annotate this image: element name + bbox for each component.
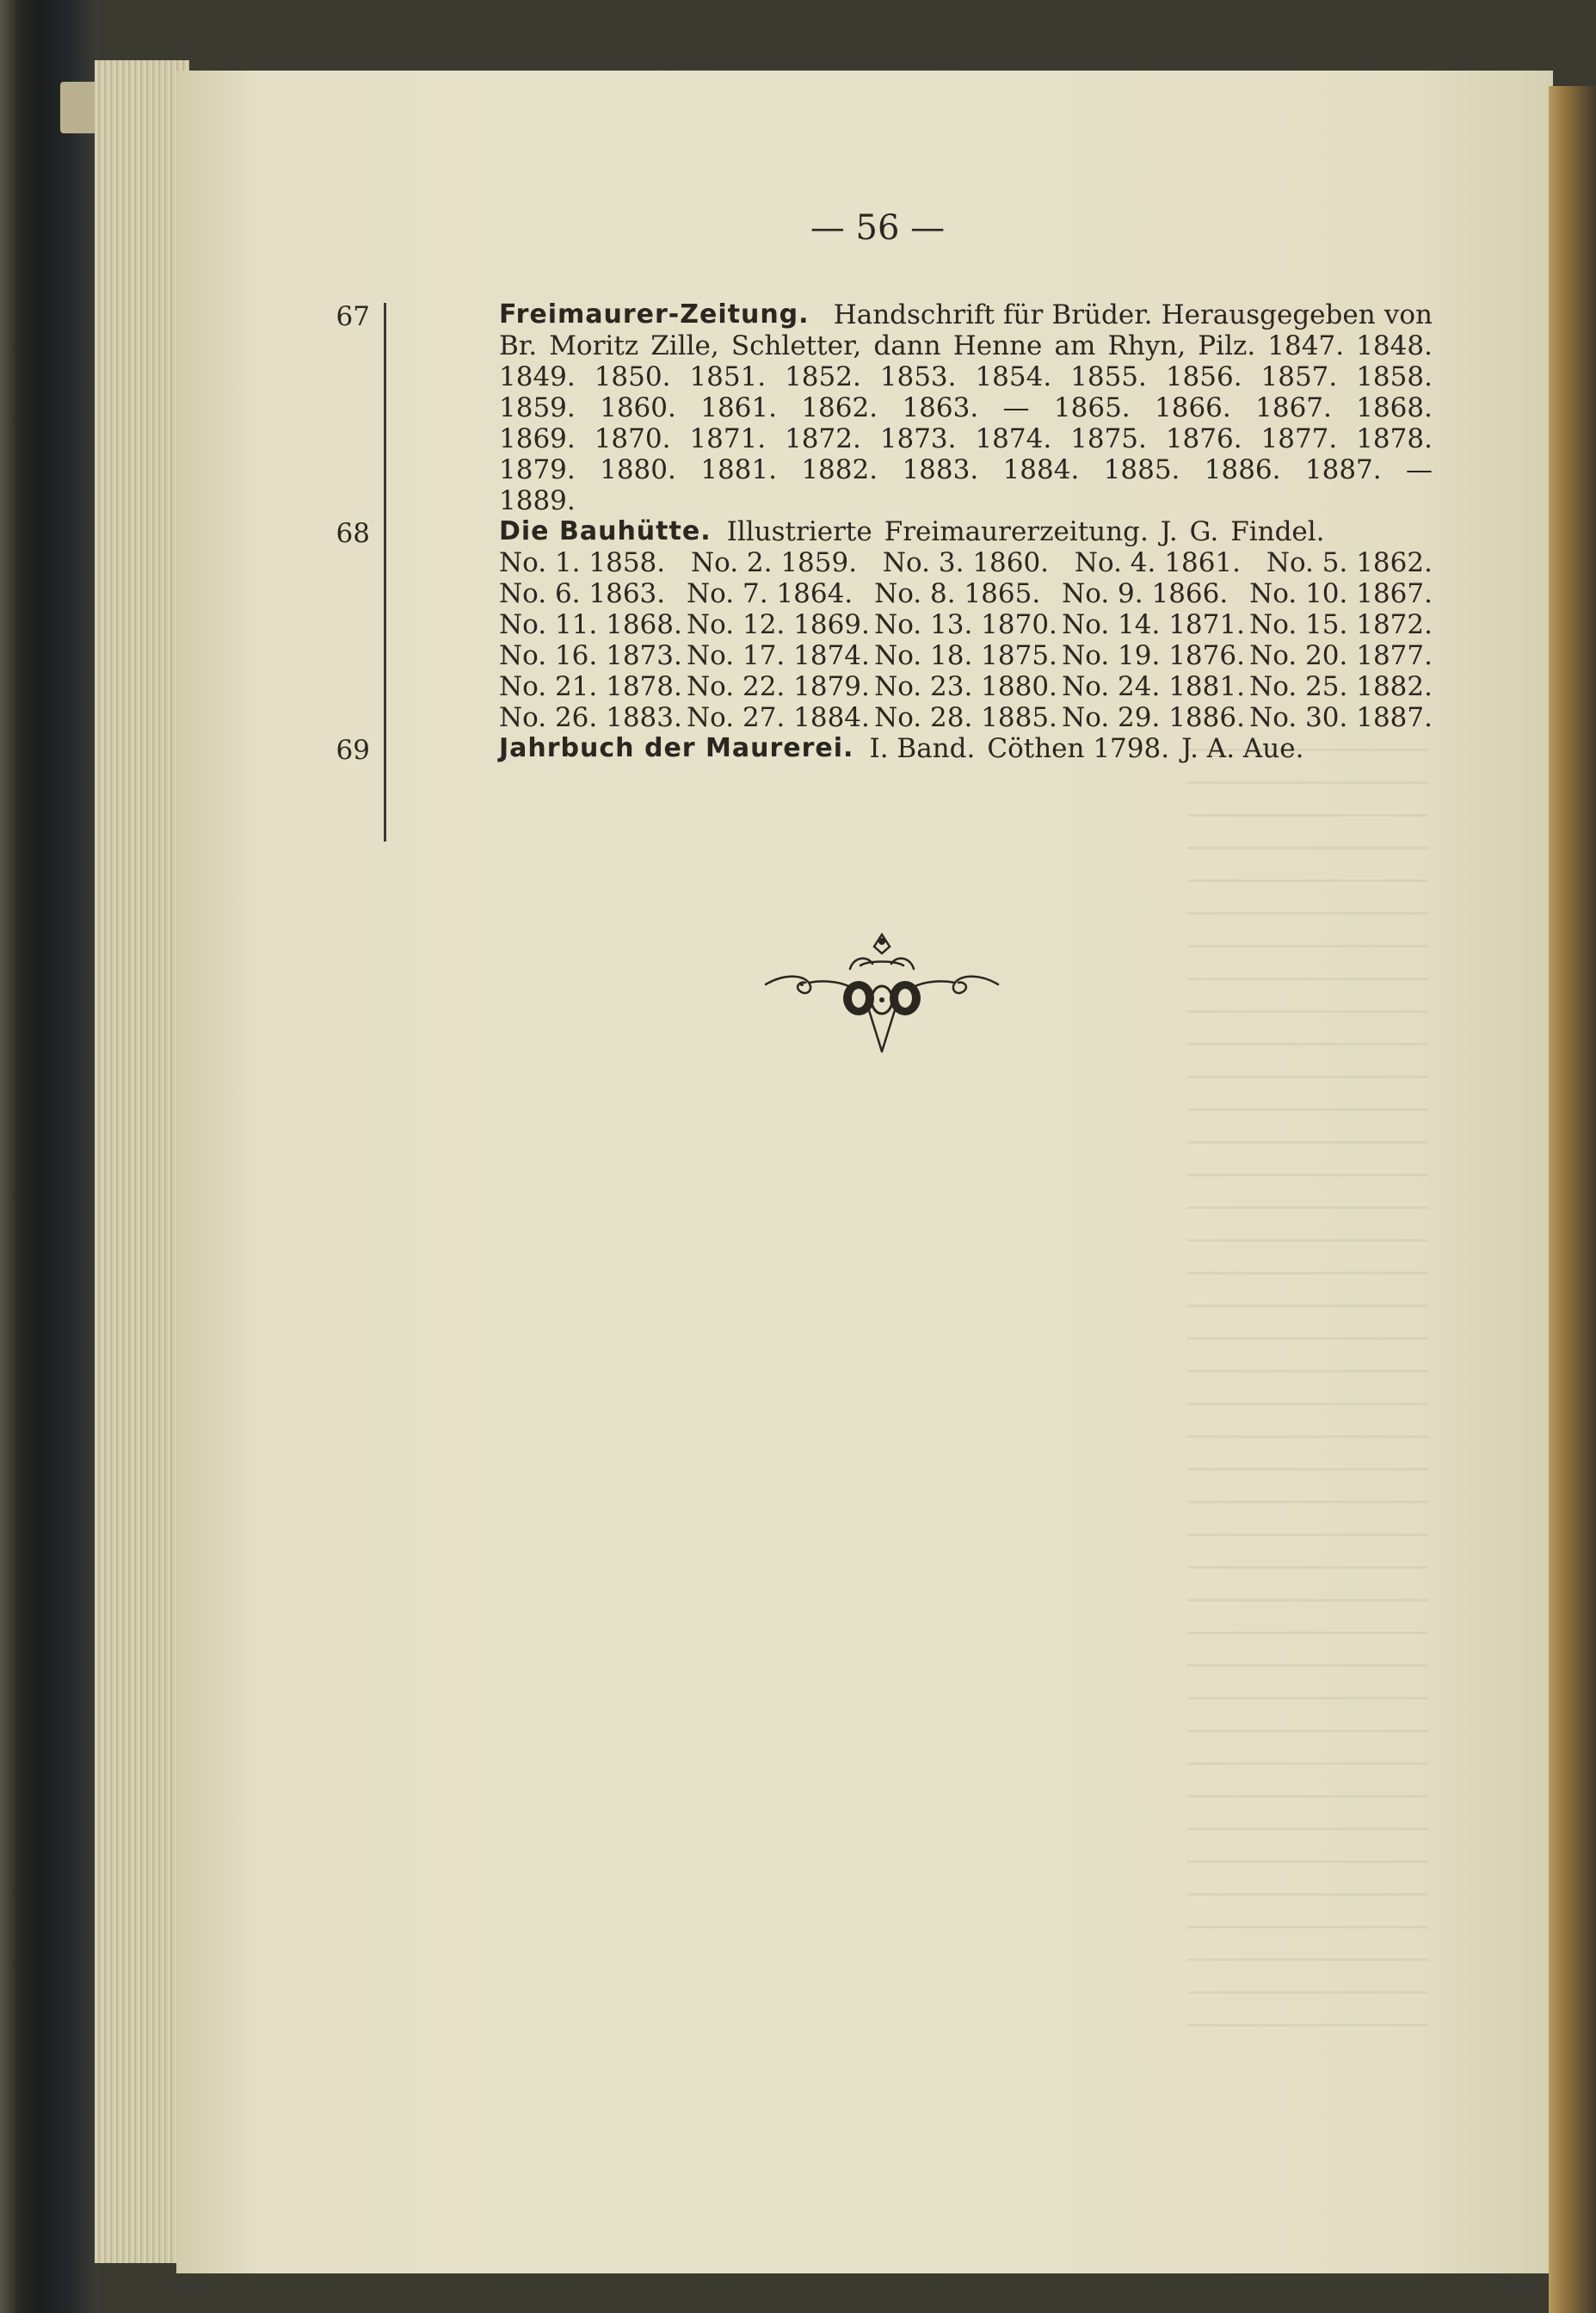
entry-line bbox=[499, 640, 1433, 671]
issue: No. 9. 1866. bbox=[1062, 578, 1229, 609]
entry-word: J. A. Aue. bbox=[1181, 733, 1304, 764]
entry-word: Zille, bbox=[650, 330, 719, 361]
issue: No. 2. 1859. bbox=[690, 547, 858, 578]
entry-title: Freimaurer-Zeitung. bbox=[499, 299, 810, 330]
year: 1849. bbox=[499, 361, 576, 392]
issue: No. 1. 1858. bbox=[499, 547, 666, 578]
year: 1881. bbox=[700, 454, 777, 485]
entry-line bbox=[499, 609, 1433, 640]
year: 1882. bbox=[801, 454, 878, 485]
issue: No. 6. 1863. bbox=[499, 578, 666, 609]
year: 1855. bbox=[1070, 361, 1147, 392]
year: 1854. bbox=[975, 361, 1052, 392]
year: 1859. bbox=[499, 392, 576, 423]
entry-line bbox=[499, 671, 1433, 702]
ornament-icon bbox=[757, 931, 1007, 1069]
entry-word: Findel. bbox=[1230, 516, 1325, 547]
facing-page-edge bbox=[1549, 86, 1596, 2313]
bleed-through bbox=[1187, 749, 1428, 2039]
issue: No. 3. 1860. bbox=[882, 547, 1050, 578]
year: 1852. bbox=[785, 361, 861, 392]
issue: No. 23. 1880. bbox=[874, 671, 1057, 702]
entry-word: Moritz bbox=[549, 330, 639, 361]
issue: No. 25. 1882. bbox=[1249, 671, 1433, 702]
issue: No. 17. 1874. bbox=[687, 640, 870, 671]
issue: No. 29. 1886. bbox=[1062, 702, 1245, 733]
issue: No. 28. 1885. bbox=[874, 702, 1057, 733]
issue: No. 22. 1879. bbox=[687, 671, 870, 702]
issue: No. 14. 1871. bbox=[1062, 609, 1245, 640]
issue: No. 27. 1884. bbox=[687, 702, 870, 733]
year: 1876. bbox=[1165, 423, 1242, 454]
year: 1880. bbox=[600, 454, 676, 485]
issue: No. 5. 1862. bbox=[1266, 547, 1433, 578]
year: 1870. bbox=[594, 423, 671, 454]
entry-line bbox=[499, 330, 1433, 361]
catalog-entry bbox=[499, 516, 1433, 733]
entry-word: von bbox=[1383, 299, 1433, 330]
year: 1860. bbox=[600, 392, 676, 423]
entry-word: dann bbox=[873, 330, 941, 361]
issue: No. 30. 1887. bbox=[1249, 702, 1433, 733]
entry-first-line bbox=[499, 299, 1433, 330]
year: 1873. bbox=[879, 423, 957, 454]
entry-word: G. bbox=[1189, 516, 1219, 547]
issue: No. 8. 1865. bbox=[874, 578, 1041, 609]
year: 1858. bbox=[1356, 361, 1433, 392]
year: 1879. bbox=[499, 454, 576, 485]
page-number: — 56 — bbox=[810, 208, 946, 248]
issue: No. 15. 1872. bbox=[1249, 609, 1433, 640]
issue: No. 18. 1875. bbox=[874, 640, 1057, 671]
issue: No. 24. 1881. bbox=[1062, 671, 1245, 702]
entry-word: I. Band. bbox=[869, 733, 976, 764]
entry-number: 68 bbox=[336, 518, 370, 549]
issue: No. 16. 1873. bbox=[499, 640, 682, 671]
year: 1889. bbox=[499, 485, 576, 516]
year: 1884. bbox=[1002, 454, 1080, 485]
entry-line bbox=[499, 423, 1433, 454]
issue: No. 7. 1864. bbox=[687, 578, 853, 609]
issue: No. 10. 1867. bbox=[1249, 578, 1433, 609]
issue: No. 20. 1877. bbox=[1249, 640, 1433, 671]
column-rule bbox=[384, 303, 386, 842]
year: — bbox=[1405, 454, 1433, 485]
issue: No. 13. 1870. bbox=[874, 609, 1057, 640]
issue: No. 21. 1878. bbox=[499, 671, 682, 702]
year: 1850. bbox=[594, 361, 671, 392]
year: 1877. bbox=[1260, 423, 1338, 454]
year: 1853. bbox=[879, 361, 957, 392]
entry-line bbox=[499, 485, 1433, 516]
entry-word: Handschrift bbox=[833, 299, 995, 330]
entry-word: Schletter, bbox=[730, 330, 862, 361]
year: 1865. bbox=[1053, 392, 1131, 423]
entry-word: Pilz. bbox=[1198, 330, 1256, 361]
entry-title: Jahrbuch der Maurerei. bbox=[499, 733, 854, 763]
year: 1867. bbox=[1255, 392, 1332, 423]
entry-word: Herausgegeben bbox=[1161, 299, 1376, 330]
year: 1866. bbox=[1155, 392, 1231, 423]
entry-word: Cöthen 1798. bbox=[987, 733, 1170, 764]
entry-number: 69 bbox=[336, 735, 370, 766]
year: 1872. bbox=[785, 423, 861, 454]
entry-word: Henne bbox=[952, 330, 1043, 361]
entry-word: J. bbox=[1160, 516, 1178, 547]
issue: No. 11. 1868. bbox=[499, 609, 682, 640]
year: 1883. bbox=[902, 454, 979, 485]
entry-number: 67 bbox=[336, 301, 370, 332]
year: 1868. bbox=[1356, 392, 1433, 423]
entry-line bbox=[499, 702, 1433, 733]
entry-title: Die Bauhütte. bbox=[499, 516, 712, 546]
issue: No. 26. 1883. bbox=[499, 702, 682, 733]
year: 1886. bbox=[1204, 454, 1281, 485]
year: 1863. bbox=[902, 392, 979, 423]
catalog-entry bbox=[499, 733, 1433, 764]
entry-first-line bbox=[499, 733, 1433, 764]
entry-word: 1848. bbox=[1356, 330, 1433, 361]
entry-line bbox=[499, 392, 1433, 423]
year: 1861. bbox=[700, 392, 777, 423]
entry-line bbox=[499, 361, 1433, 392]
entry-word: Br. bbox=[499, 330, 538, 361]
book-binding bbox=[0, 0, 99, 2313]
entry-first-line bbox=[499, 516, 1433, 547]
year: 1857. bbox=[1260, 361, 1338, 392]
issue: No. 4. 1861. bbox=[1074, 547, 1241, 578]
page-edges bbox=[95, 60, 189, 2263]
year: 1856. bbox=[1165, 361, 1242, 392]
catalog-entry bbox=[499, 299, 1433, 516]
entry-word: Rhyn, bbox=[1107, 330, 1186, 361]
year: 1871. bbox=[689, 423, 767, 454]
entry-word: am bbox=[1054, 330, 1096, 361]
entry-word: 1847. bbox=[1267, 330, 1345, 361]
entry-word: Freimaurerzeitung. bbox=[884, 516, 1149, 547]
year: — bbox=[1002, 392, 1030, 423]
entry-line bbox=[499, 547, 1433, 578]
entry-word: Illustrierte bbox=[726, 516, 872, 547]
entry-word: Brüder. bbox=[1051, 299, 1153, 330]
issue: No. 19. 1876. bbox=[1062, 640, 1245, 671]
year: 1878. bbox=[1356, 423, 1433, 454]
entry-line bbox=[499, 578, 1433, 609]
year: 1885. bbox=[1103, 454, 1180, 485]
entry-line bbox=[499, 454, 1433, 485]
year: 1869. bbox=[499, 423, 576, 454]
year: 1874. bbox=[975, 423, 1052, 454]
year: 1875. bbox=[1070, 423, 1147, 454]
year: 1862. bbox=[801, 392, 878, 423]
year: 1887. bbox=[1304, 454, 1382, 485]
entry-word: für bbox=[1003, 299, 1044, 330]
year: 1851. bbox=[689, 361, 767, 392]
issue: No. 12. 1869. bbox=[687, 609, 870, 640]
